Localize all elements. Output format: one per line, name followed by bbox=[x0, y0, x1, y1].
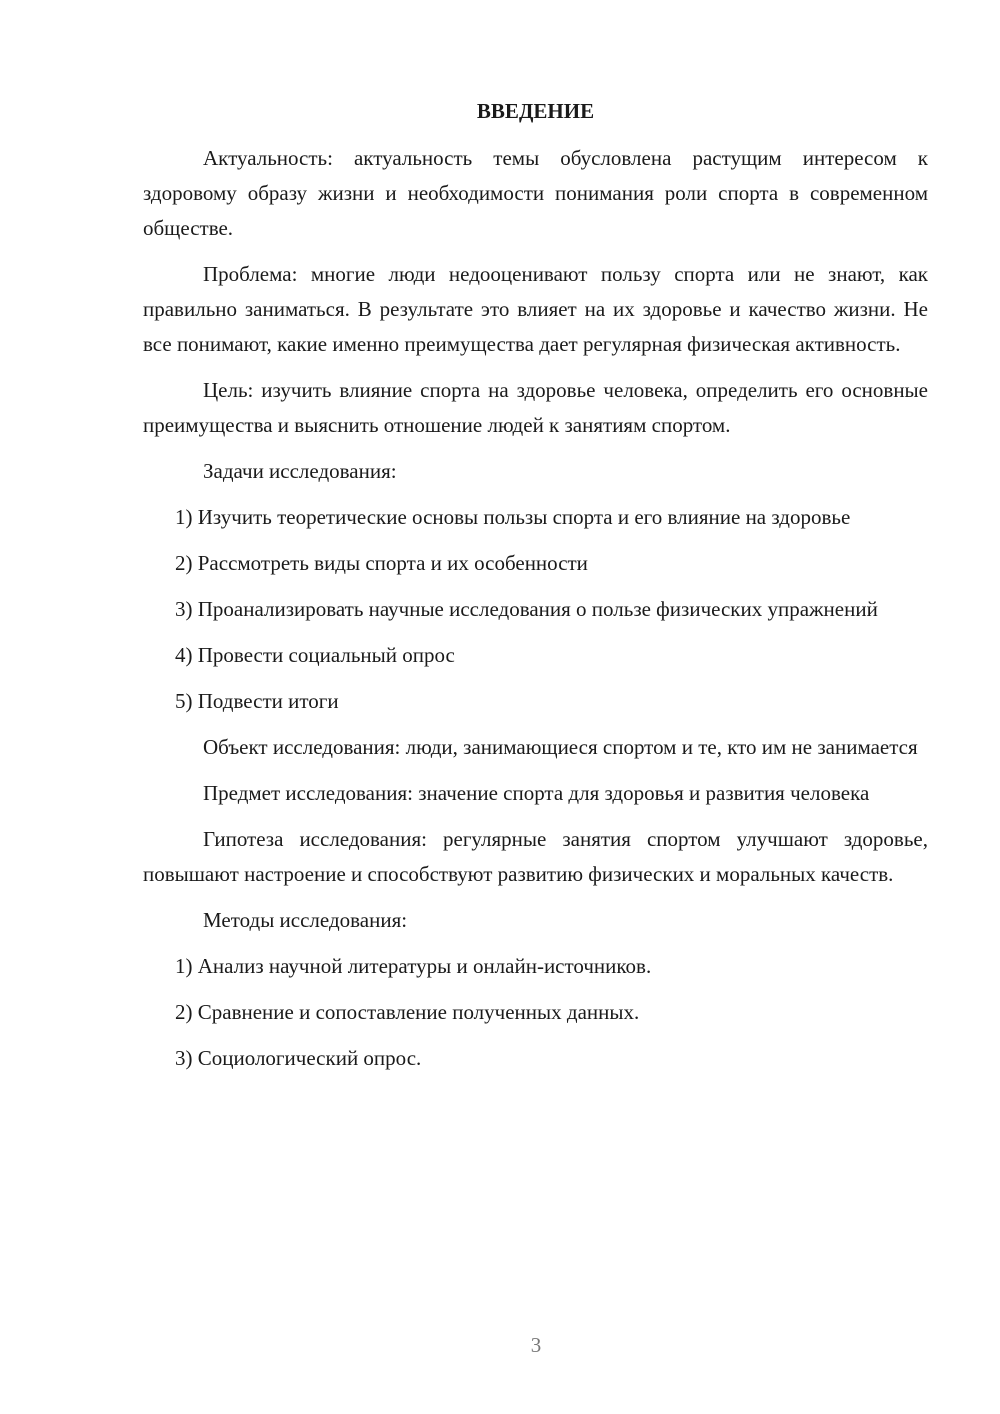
paragraph-actuality: Актуальность: актуальность темы обусловлена растущим интересом к здоровому образу жизни и необходимости понимания роли спорта в современном обществе. bbox=[143, 146, 928, 240]
page-number: 3 bbox=[530, 1333, 542, 1357]
task-item-4: 4) Провести социальный опрос bbox=[175, 643, 455, 667]
paragraph-hypothesis: Гипотеза исследования: регулярные занятия спортом улучшают здоровье, повышают настроение и способствуют развитию физических и моральных качеств. bbox=[143, 827, 928, 886]
paragraph-problem: Проблема: многие люди недооценивают пользу спорта или не знают, как правильно заниматься. В результате это влияет на их здоровье и качество жизни. Не все понимают, какие именно преимущества дает регулярная физическая активность. bbox=[143, 262, 928, 356]
paragraph-goal: Цель: изучить влияние спорта на здоровье человека, определить его основные преимущества и выяснить отношение людей к занятиям спортом. bbox=[143, 378, 928, 437]
method-item-1: 1) Анализ научной литературы и онлайн-источников. bbox=[175, 954, 652, 978]
paragraph-subject: Предмет исследования: значение спорта для здоровья и развития человека bbox=[203, 781, 870, 805]
method-item-3: 3) Социологический опрос. bbox=[175, 1046, 422, 1070]
task-item-2: 2) Рассмотреть виды спорта и их особенности bbox=[175, 551, 588, 575]
method-item-2: 2) Сравнение и сопоставление полученных данных. bbox=[175, 1000, 640, 1024]
page-content bbox=[143, 96, 928, 1087]
section-title: ВВЕДЕНИЕ bbox=[476, 99, 595, 123]
paragraph-object: Объект исследования: люди, занимающиеся спортом и те, кто им не занимается bbox=[203, 735, 918, 759]
task-item-1: 1) Изучить теоретические основы пользы спорта и его влияние на здоровье bbox=[175, 505, 851, 529]
methods-heading: Методы исследования: bbox=[203, 908, 408, 932]
task-item-5: 5) Подвести итоги bbox=[175, 689, 339, 713]
task-item-3: 3) Проанализировать научные исследования о пользе физических упражнений bbox=[175, 597, 878, 621]
tasks-heading: Задачи исследования: bbox=[203, 459, 397, 483]
